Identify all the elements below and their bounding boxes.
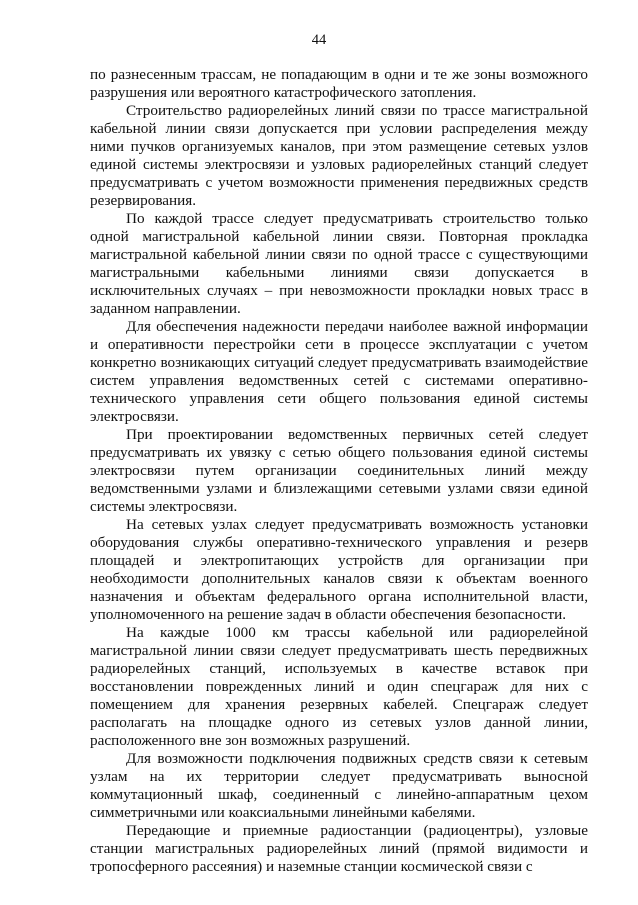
paragraph-radio-stations: Передающие и приемные радиостанции (радиоцентры), узловые станции магистральных радиорелейных линий (прямой видимости и тропосферного рассеяния) и наземные станции космической связи с xyxy=(90,822,588,875)
page-number: 44 xyxy=(311,32,327,48)
paragraph-mobile-radio-relay-stations: На каждые 1000 км трассы кабельной или радиорелейной магистральной линии связи следует предусматривать шесть передвижных радиорелейных станций, используемых в качестве вставок при восстановлении поврежденных линий и один спецгараж для них с помещением для хранения резервных кабелей. Спецгараж следует располагать на площадке одного из сетевых узлов данной линии, расположенного вне зон возможных разрушений. xyxy=(90,624,588,749)
paragraph-management-interaction: Для обеспечения надежности передачи наиболее важной информации и оперативности перестройки сети в процессе эксплуатации с учетом конкретно возникающих ситуаций следует предусматривать взаимодействие систем управления ведомственных сетей с системами оперативно-технического управления сети общего пользования единой системы электросвязи. xyxy=(90,318,588,425)
paragraph-continuation: по разнесенным трассам, не попадающим в одни и те же зоны возможного разрушения или вероятного катастрофического затопления. xyxy=(90,66,588,101)
paragraph-departmental-networks: При проектировании ведомственных первичных сетей следует предусматривать их увязку с сетью общего пользования единой системы электросвязи путем организации соединительных линий между ведомственными узлами и близлежащими сетевыми узлами связи единой системы электросвязи. xyxy=(90,426,588,515)
paragraph-network-nodes-equipment: На сетевых узлах следует предусматривать возможность установки оборудования службы оперативно-технического управления и резерв площадей и электропитающих устройств для организации при необходимости дополнительных каналов связи к объектам военного назначения и объектам федерального органа исполнительной власти, уполномоченного на решение задач в области обеспечения безопасности. xyxy=(90,516,588,623)
paragraph-radio-relay-construction: Строительство радиорелейных линий связи по трассе магистральной кабельной линии связи допускается при условии распределения между ними пучков организуемых каналов, при этом размещение сетевых узлов единой системы электросвязи и узловых радиорелейных станций следует предусматривать с учетом возможности применения передвижных средств резервирования. xyxy=(90,102,588,209)
paragraph-one-trunk-line-per-route: По каждой трассе следует предусматривать строительство только одной магистральной кабельной линии связи. Повторная прокладка магистральной кабельной линии связи по одной трассе с существующими магистральными кабельными линиями связи допускается в исключительных случаях – при невозможности прокладки новых трасс в заданном направлении. xyxy=(90,210,588,317)
paragraph-mobile-connection-cabinet: Для возможности подключения подвижных средств связи к сетевым узлам на их территории следует предусматривать выносной коммутационный шкаф, соединенный с линейно-аппаратным цехом симметричными или коаксиальными линейными кабелями. xyxy=(90,750,588,821)
page-body xyxy=(90,66,588,876)
